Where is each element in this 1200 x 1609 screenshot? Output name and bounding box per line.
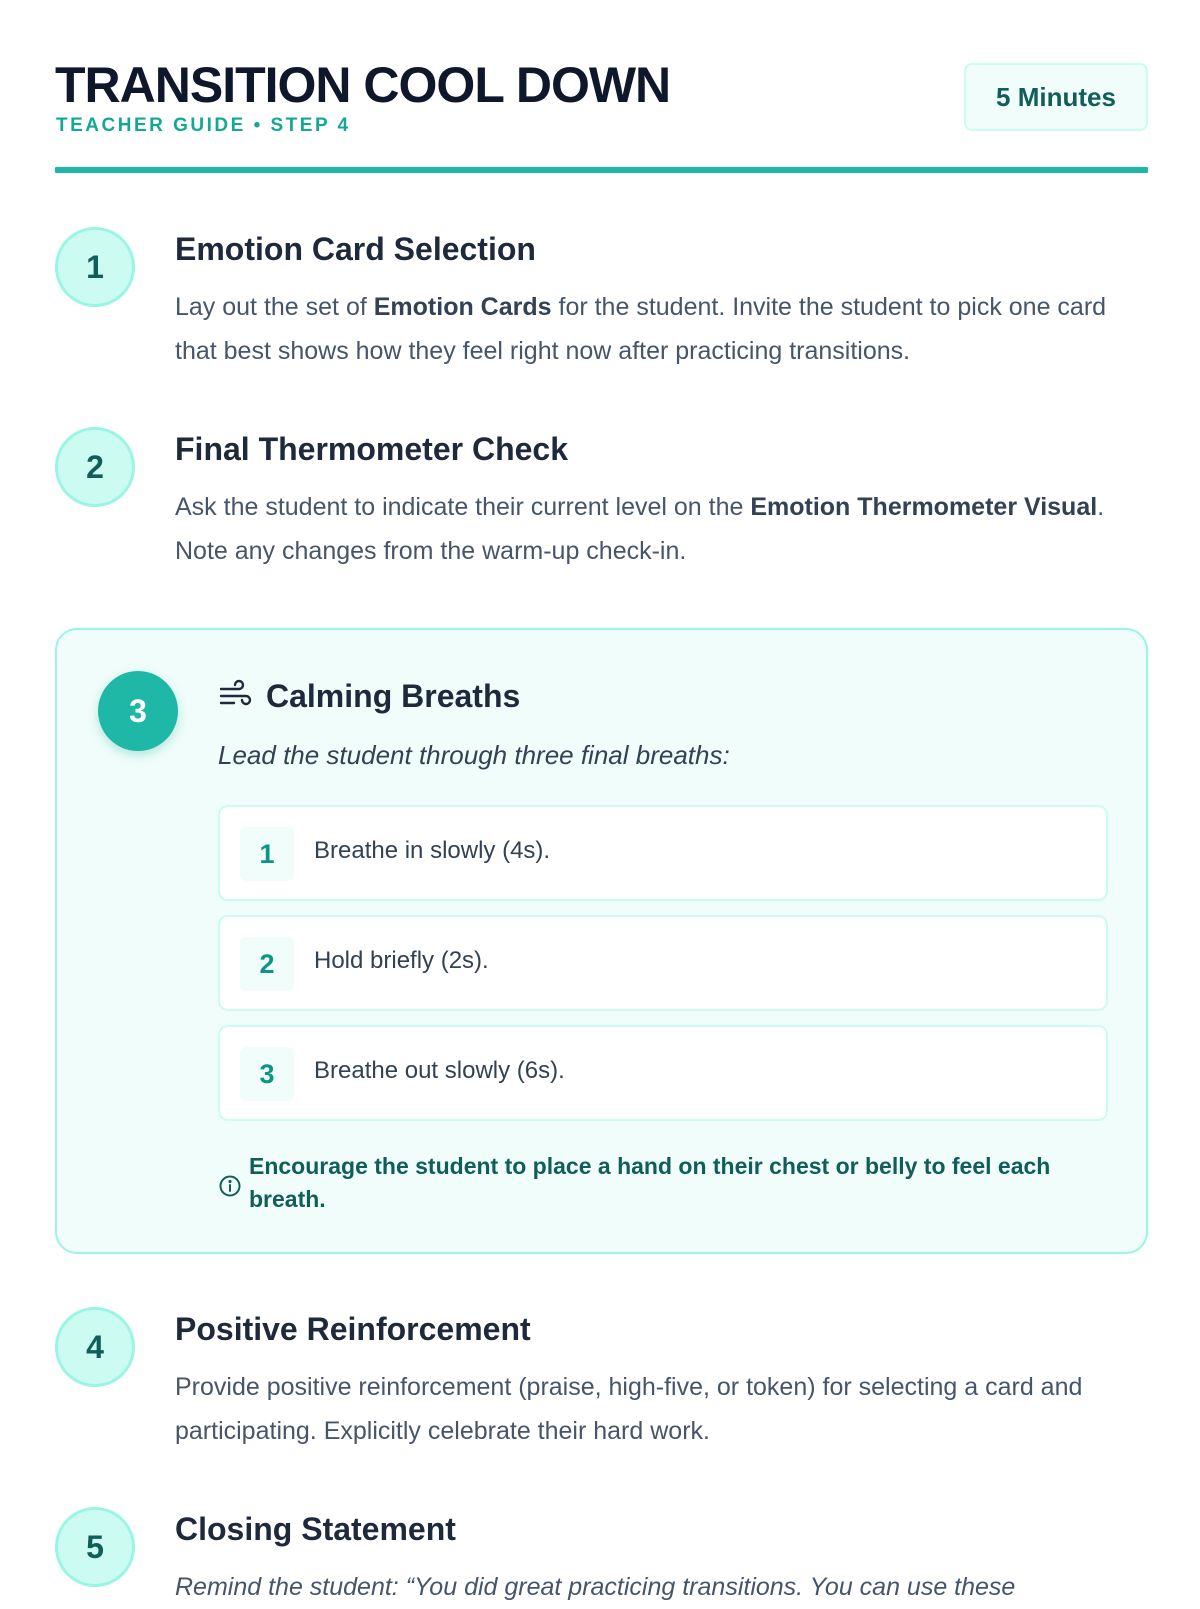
breath-number: 1 [240, 827, 294, 881]
step-intro: Lead the student through three final breaths: [218, 740, 730, 770]
breath-text: Breathe in slowly (4s). [314, 837, 551, 864]
step-number-badge: 4 [55, 1307, 135, 1387]
step-number-badge: 3 [98, 671, 178, 751]
page-header [55, 55, 1148, 175]
breath-item [218, 805, 1108, 901]
emotion-thermometer-term: Emotion Thermometer Visual [750, 493, 1098, 521]
step-title: Calming Breaths [266, 677, 521, 714]
breath-text: Breathe out slowly (6s). [314, 1057, 565, 1084]
breath-text: Hold briefly (2s). [314, 947, 489, 974]
step-title: Closing Statement [175, 1511, 456, 1547]
emotion-cards-term: Emotion Cards [373, 293, 552, 321]
tip-text: Encourage the student to place a hand on their chest or belly to feel each breath. [249, 1153, 1051, 1212]
step-title-row [218, 674, 520, 718]
step-description: Ask the student to indicate their current level on the Emotion Thermometer Visual. Note any changes from the warm-up check-in. [175, 493, 1105, 565]
page-subtitle: TEACHER GUIDE • STEP 4 [56, 115, 351, 136]
breath-number: 3 [240, 1047, 294, 1101]
wind-icon [218, 678, 254, 714]
step-description: Lay out the set of Emotion Cards for the student. Invite the student to pick one card that best shows how they feel right now after practicing transitions. [175, 293, 1107, 365]
closing-quote: Remind the student: “You did great practicing transitions. You can use these [175, 1573, 1016, 1601]
header-divider [55, 167, 1148, 173]
duration-badge: 5 Minutes [964, 63, 1148, 131]
step-number-badge: 1 [55, 227, 135, 307]
breath-item [218, 915, 1108, 1011]
step-title: Emotion Card Selection [175, 231, 536, 267]
breath-item [218, 1025, 1108, 1121]
step-number-badge: 2 [55, 427, 135, 507]
step-description: Provide positive reinforcement (praise, high-five, or token) for selecting a card and participating. Explicitly celebrate their hard work. [175, 1373, 1083, 1445]
step-3-highlight-card [55, 628, 1148, 1254]
breath-number: 2 [240, 937, 294, 991]
step-title: Final Thermometer Check [175, 431, 568, 467]
teacher-guide-page [55, 0, 1148, 1600]
step-number-badge: 5 [55, 1507, 135, 1587]
info-icon [218, 1174, 242, 1198]
page-title: TRANSITION COOL DOWN [55, 57, 671, 113]
step-title: Positive Reinforcement [175, 1311, 531, 1347]
